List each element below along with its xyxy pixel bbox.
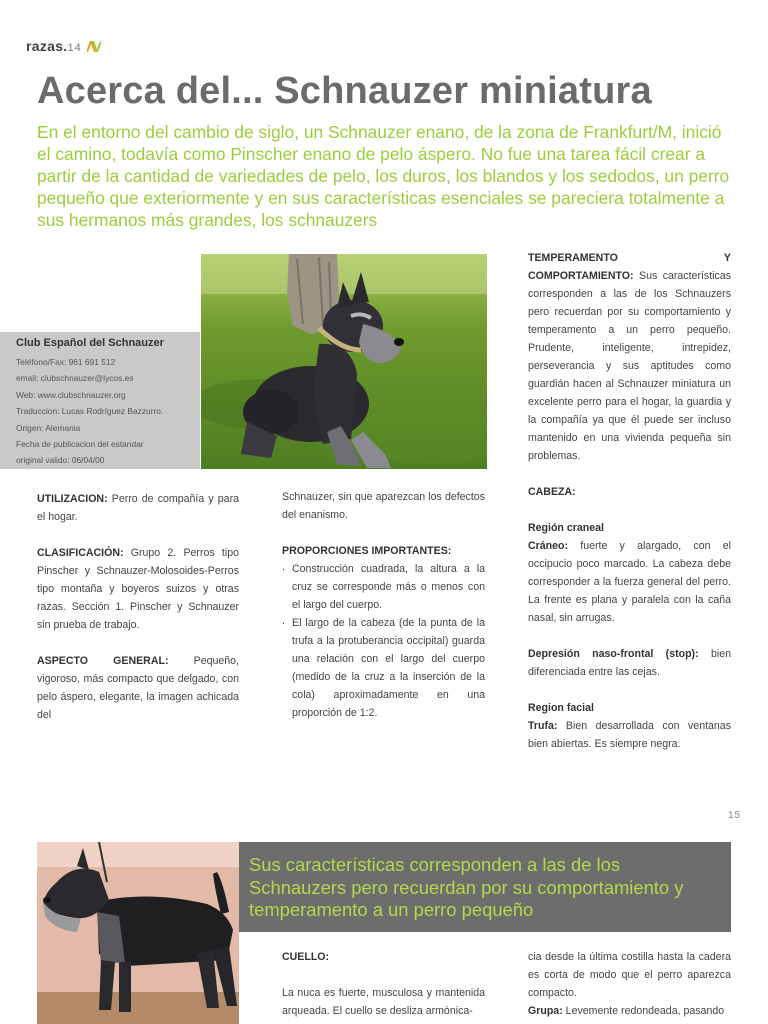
page-number-right: 15 [728, 810, 742, 821]
region-craneal-block [528, 519, 731, 627]
utilizacion-paragraph [37, 490, 239, 526]
text-column-2 [282, 488, 485, 722]
craneo-text: fuerte y alargado, con el occipucio poco marcado. La cabeza debe corresponder a la fuerza general del perro. La frente es plana y paralela con la caña nasal, sin arrugas. [528, 540, 731, 624]
region-facial-subheading: Region facial [528, 702, 594, 714]
utilizacion-text: Perro de compañía y para el hogar. [37, 493, 239, 523]
craneo-label: Cráneo: [528, 540, 569, 552]
info-date-label: Fecha de publicacion del estandar [16, 439, 144, 450]
list-item: . Construcción cuadrada, la altura a la cruz se corresponde más o menos con el largo del cuerpo. [282, 560, 485, 614]
temperamento-label: TEMPERAMENTO Y COMPORTAMIENTO: [528, 252, 731, 282]
info-phone: Teléfono/Fax: 961 691 512 [16, 357, 116, 367]
proporciones-heading: PROPORCIONES IMPORTANTES: [282, 545, 452, 557]
trufa-text: Bien desarrollada con ventanas bien abiertas. Es siempre negra. [528, 720, 731, 750]
depresion-text: bien diferenciada entre las cejas. [528, 648, 731, 678]
magazine-brand: razas. [26, 38, 68, 54]
trufa-label: Trufa: [528, 720, 558, 732]
aspecto-label: ASPECTO GENERAL: [37, 655, 169, 667]
pull-quote-text: Sus características corresponden a las de los Schnauzers pero recuerdan por su comportamiento y temperamento a un perro pequeño [249, 854, 684, 920]
depresion-label: Depresión naso-frontal (stop): [528, 648, 699, 660]
cuello-text: La nuca es fuerte, musculosa y mantenida arqueada. El cuello se desliza armónica- [282, 987, 485, 1017]
info-email: email: clubschnauzer@lycos.es [16, 373, 134, 384]
aspecto-continuation: Schnauzer, sin que aparezcan los defectos del enanismo. [282, 491, 485, 521]
region-facial-block [528, 699, 731, 753]
cabeza-heading: CABEZA: [528, 486, 576, 498]
dog-on-grass-photo [201, 254, 487, 469]
page-number-left: 14 [67, 42, 82, 54]
aspecto-text: Pequeño, vigoroso, más compacto que delgado, con pelo áspero, elegante, la imagen achicada del [37, 655, 239, 721]
dog-on-grass-illustration [201, 254, 487, 469]
depresion-paragraph [528, 645, 731, 681]
clasificacion-label: CLASIFICACIÓN: [37, 547, 124, 559]
text-column-1 [37, 490, 239, 742]
clasificacion-paragraph [37, 544, 239, 634]
standing-dog-photo [37, 842, 239, 1024]
standing-dog-illustration [37, 842, 239, 1024]
lomo-continuation: cia desde la última costilla hasta la cadera es corta de modo que el perro aparezca compacto. [528, 951, 731, 999]
article-title: Acerca del... Schnauzer miniatura [37, 70, 652, 112]
pull-quote [239, 842, 731, 932]
temperamento-paragraph [528, 249, 731, 465]
grupa-label: Grupa: [528, 1005, 563, 1017]
text-column-4 [282, 948, 485, 1024]
utilizacion-label: UTILIZACION: [37, 493, 108, 505]
list-item: . El largo de la cabeza (de la punta de la trufa a la protuberancia occipital) guarda una relación con el largo del cuerpo (medido de la cruz a la inserción de la cola) aproximadamente en una proporción de 1:2. [282, 614, 485, 722]
article-lead: En el entorno del cambio de siglo, un Schnauzer enano, de la zona de Frankfurt/M, inició el camino, todavía como Pinscher enano de pelo áspero. No fue una tarea fácil crear a partir de la cantidad de variedades de pelo, los duros, los blandos y los sedodos, un perro pequeño que exteriormente y en sus características esenciales se pareciera totalmente a sus hermanos más grandes, los schnauzers [37, 122, 730, 230]
info-web: Web: www.clubschnauzer.org [16, 389, 126, 400]
proporciones-list [282, 560, 485, 722]
grupa-paragraph [528, 1002, 731, 1020]
temperamento-text: Sus características corresponden a las de los Schnauzers pero recuerdan por su comportamiento y temperamento a un perro pequeño. Prudente, inteligente, intrepidez, perseverancia y sus aptitudes como guardián hacen al Schnauzer miniatura un excelente perro para el hogar, la guardia y la compañía ya que él puede ser incluso mantenido en una vivienda pequeña sin problemas. [528, 270, 731, 462]
cuello-heading: CUELLO: [282, 951, 330, 963]
info-origin: Origen: Alemania [16, 422, 81, 433]
grupa-text: Levemente redondeada, pasando [562, 1005, 725, 1017]
aspecto-paragraph [37, 652, 239, 724]
club-info-box [0, 332, 200, 469]
text-column-3 [528, 249, 731, 771]
clasificacion-text: Grupo 2. Perros tipo Pinscher y Schnauzer-Molosoides-Perros tipo montaña y boyeros suizos y otras razas. Sección 1. Pinscher y Schnauzer sin prueba de trabajo. [37, 547, 239, 631]
info-date-value: original valido: 06/04/00 [16, 455, 105, 466]
region-craneal-subheading: Región craneal [528, 522, 604, 534]
club-name: Club Español del Schnauzer [16, 337, 164, 349]
page-header [26, 38, 101, 54]
text-column-5 [528, 948, 731, 1020]
info-translation: Traduccion: Lucas Rodríguez Bazzurro. [16, 406, 164, 417]
brand-logo-icon [87, 41, 101, 52]
